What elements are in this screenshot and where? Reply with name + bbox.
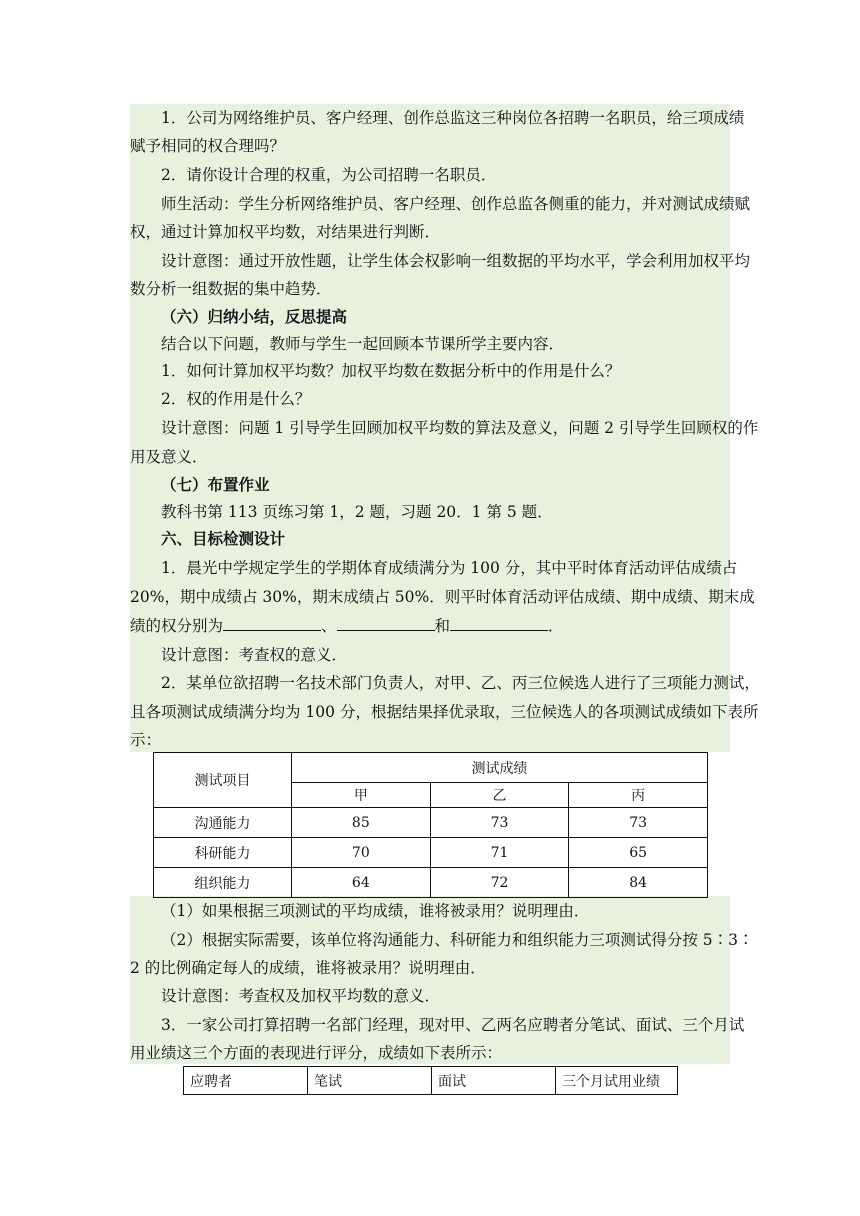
paragraph-line: 1．如何计算加权平均数？加权平均数在数据分析中的作用是什么？	[161, 362, 621, 380]
paragraph-text: 绩的权分别为	[130, 617, 224, 635]
table-cell: 71	[430, 838, 569, 868]
paragraph-line: 3．一家公司打算招聘一名部门经理，现对甲、乙两名应聘者分笔试、面试、三个月试	[161, 1016, 745, 1034]
table-row	[154, 838, 708, 868]
row-label: 科研能力	[154, 838, 292, 868]
paragraph-line: 1．晨光中学规定学生的学期体育成绩满分为 100 分，其中平时体育活动评估成绩占	[161, 559, 738, 577]
table-cell: 65	[569, 838, 708, 868]
table-row	[154, 808, 708, 838]
section-heading: （七）布置作业	[161, 475, 270, 494]
table-cell: 73	[569, 808, 708, 838]
answer-blank[interactable]	[223, 615, 321, 631]
table-header-score: 测试成绩	[292, 753, 708, 783]
row-label: 沟通能力	[154, 808, 292, 838]
table-header-candidate: 丙	[569, 783, 708, 808]
paragraph-line: 权，通过计算加权平均数，对结果进行判断．	[130, 223, 441, 241]
paragraph-line: 示：	[130, 731, 162, 749]
row-label: 组织能力	[154, 868, 292, 898]
paragraph-line: 2．某单位欲招聘一名技术部门负责人，对甲、乙、丙三位候选人进行了三项能力测试，	[161, 674, 760, 692]
paragraph-line: 师生活动：学生分析网络维护员、客户经理、创作总监各侧重的能力，并对测试成绩赋	[161, 195, 751, 213]
table-header-candidate: 乙	[430, 783, 569, 808]
answer-blank[interactable]	[450, 615, 548, 631]
paragraph-line: 20%，期中成绩占 30%，期末成绩占 50%．则平时体育活动评估成绩、期中成绩、期末成	[130, 588, 755, 606]
paragraph-line: 用业绩这三个方面的表现进行评分，成绩如下表所示：	[130, 1044, 503, 1062]
table-header-cell: 应聘者	[184, 1067, 308, 1095]
applicant-table	[183, 1066, 678, 1095]
table-row	[154, 868, 708, 898]
paragraph-line: 赋予相同的权合理吗？	[130, 137, 286, 155]
paragraph-line: 数分析一组数据的集中趋势．	[130, 280, 332, 298]
table-header-candidate: 甲	[292, 783, 431, 808]
separator: 和	[434, 617, 451, 635]
paragraph-line: 2 的比例确定每人的成绩，谁将被录用？说明理由．	[130, 959, 486, 977]
paragraph-line: 结合以下问题，教师与学生一起回顾本节课所学主要内容．	[161, 335, 565, 353]
paragraph-line: 且各项测试成绩满分均为 100 分，根据结果择优录取，三位候选人的各项测试成绩如下表所	[130, 703, 759, 721]
table-header-cell: 三个月试用业绩	[556, 1067, 678, 1095]
paragraph-line: 设计意图：考查权及加权平均数的意义．	[161, 987, 441, 1005]
period: ．	[548, 617, 564, 635]
paragraph-line: 2．请你设计合理的权重，为公司招聘一名职员．	[161, 166, 497, 184]
section-heading: （六）归纳小结，反思提高	[161, 307, 348, 326]
paragraph-line: 用及意义．	[130, 448, 208, 466]
paragraph-line: 教科书第 113 页练习第 1，2 题，习题 20．1 第 5 题．	[161, 503, 553, 521]
table-cell: 64	[292, 868, 431, 898]
separator: 、	[321, 617, 337, 635]
table-cell: 70	[292, 838, 431, 868]
table-cell: 84	[569, 868, 708, 898]
table-cell: 85	[292, 808, 431, 838]
table-header-cell: 面试	[432, 1067, 556, 1095]
paragraph-line: 设计意图：问题 1 引导学生回顾加权平均数的算法及意义，问题 2 引导学生回顾权的作	[161, 419, 759, 437]
fill-in-blank-line	[130, 615, 730, 637]
paragraph-line: 设计意图：通过开放性题，让学生体会权影响一组数据的平均水平，学会利用加权平均	[161, 252, 751, 270]
table-header-item: 测试项目	[154, 753, 292, 808]
score-table	[153, 752, 708, 898]
table-header-cell: 笔试	[308, 1067, 432, 1095]
paragraph-line: （2）根据实际需要，该单位将沟通能力、科研能力和组织能力三项测试得分按 5∶3∶	[161, 931, 754, 949]
paragraph-line: 2．权的作用是什么？	[161, 390, 311, 408]
paragraph-line: 1．公司为网络维护员、客户经理、创作总监这三种岗位各招聘一名职员，给三项成绩	[161, 109, 745, 127]
answer-blank[interactable]	[337, 615, 435, 631]
table-cell: 72	[430, 868, 569, 898]
paragraph-line: 设计意图：考查权的意义．	[161, 646, 348, 664]
table-row	[184, 1067, 678, 1095]
paragraph-line: （1）如果根据三项测试的平均成绩，谁将被录用？说明理由．	[161, 902, 590, 920]
section-heading: 六、目标检测设计	[161, 529, 286, 548]
table-cell: 73	[430, 808, 569, 838]
